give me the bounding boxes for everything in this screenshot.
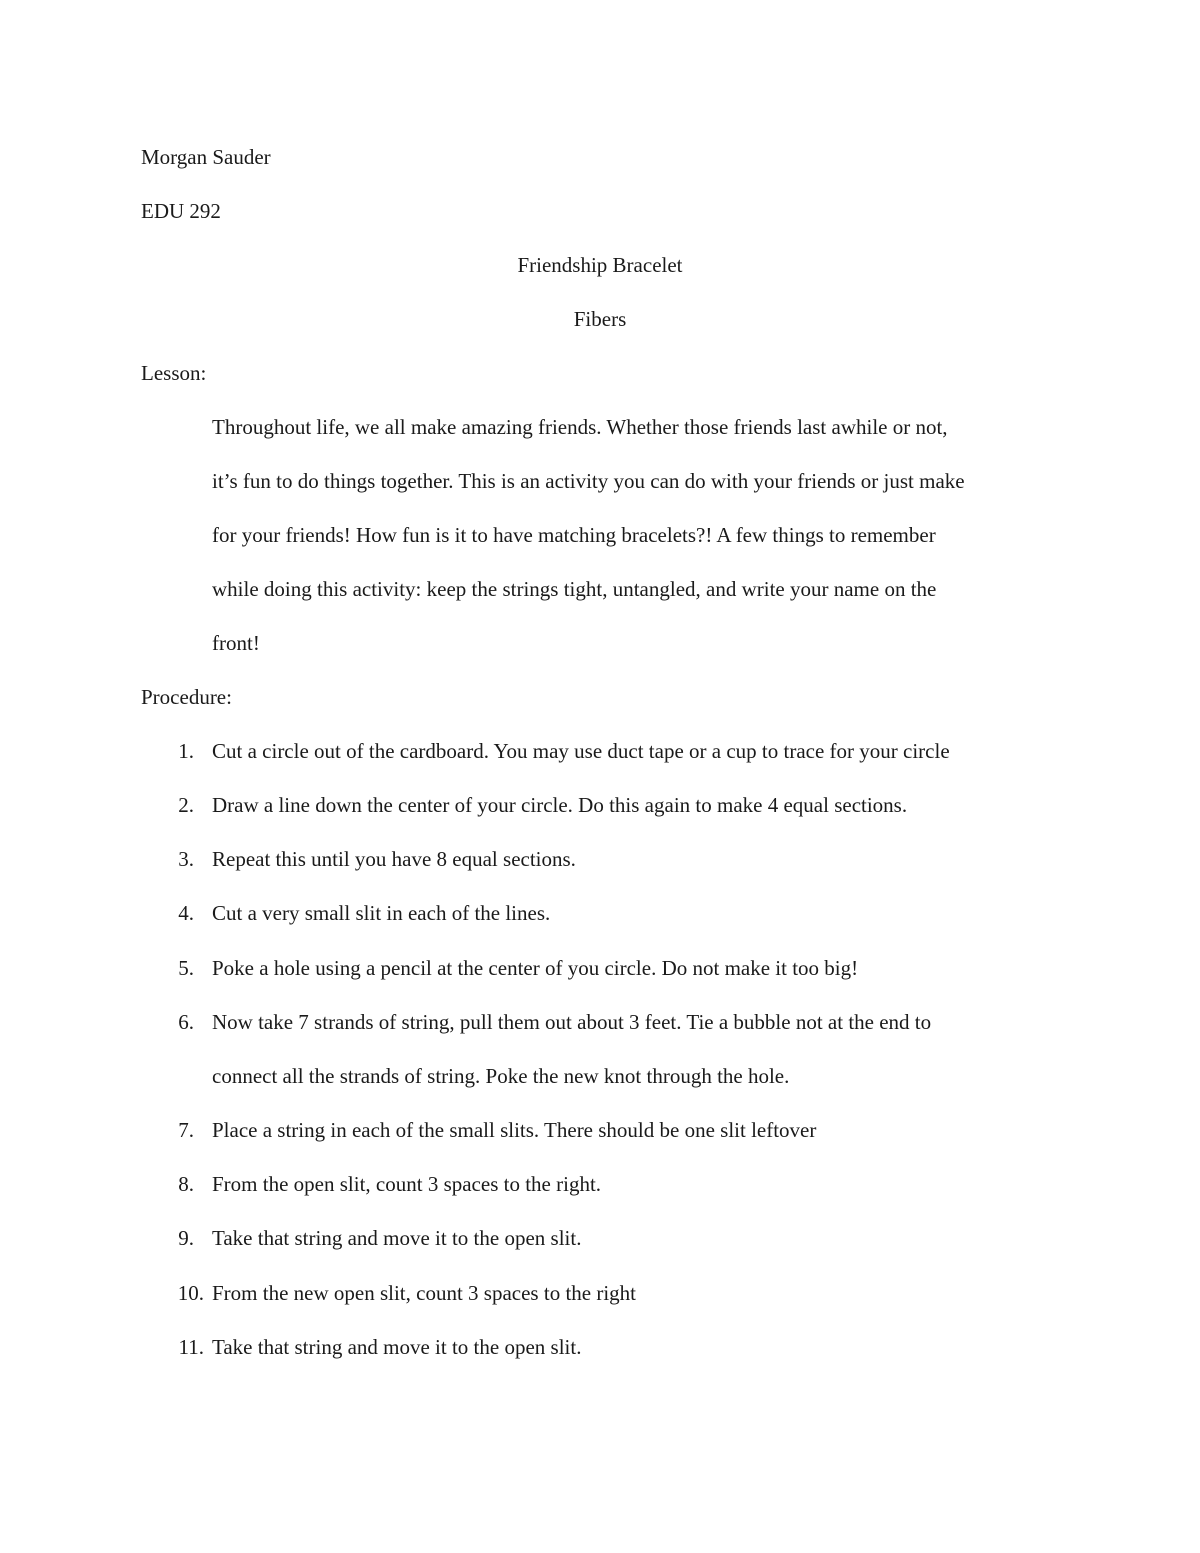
lesson-paragraph-line: front! — [212, 631, 260, 655]
step-number: 7. — [178, 1118, 194, 1142]
step-number: 10. — [177, 1281, 204, 1305]
step-text: From the new open slit, count 3 spaces to the right — [212, 1281, 637, 1305]
document-title: Friendship Bracelet — [517, 253, 683, 277]
author-name: Morgan Sauder — [141, 145, 271, 169]
step-text: Now take 7 strands of string, pull them out about 3 feet. Tie a bubble not at the end to — [212, 1010, 932, 1034]
lesson-paragraph-line: for your friends! How fun is it to have matching bracelets?! A few things to remember — [212, 523, 936, 547]
step-text-continuation: connect all the strands of string. Poke the new knot through the hole. — [212, 1064, 790, 1088]
step-text: Take that string and move it to the open slit. — [212, 1335, 582, 1359]
step-number: 1. — [178, 739, 194, 763]
lesson-paragraph-line: it’s fun to do things together. This is an activity you can do with your friends or just make — [212, 469, 965, 493]
step-number: 4. — [178, 901, 194, 925]
document-subtitle: Fibers — [573, 307, 627, 331]
step-text: Repeat this until you have 8 equal sections. — [212, 847, 576, 871]
step-text: Place a string in each of the small slits. There should be one slit leftover — [212, 1118, 817, 1142]
step-number: 9. — [178, 1226, 194, 1250]
lesson-paragraph-line: Throughout life, we all make amazing friends. Whether those friends last awhile or not, — [212, 415, 948, 439]
lesson-paragraph-line: while doing this activity: keep the strings tight, untangled, and write your name on the — [212, 577, 937, 601]
step-text: Cut a very small slit in each of the lines. — [212, 901, 551, 925]
step-number: 2. — [178, 793, 194, 817]
step-number: 8. — [178, 1172, 194, 1196]
step-number: 5. — [178, 956, 194, 980]
course-code: EDU 292 — [141, 199, 221, 223]
step-text: Cut a circle out of the cardboard. You may use duct tape or a cup to trace for your circle — [212, 739, 950, 763]
step-number: 6. — [178, 1010, 194, 1034]
step-text: Draw a line down the center of your circle. Do this again to make 4 equal sections. — [212, 793, 908, 817]
step-number: 3. — [178, 847, 194, 871]
step-number: 11. — [178, 1335, 204, 1359]
step-text: From the open slit, count 3 spaces to the right. — [212, 1172, 602, 1196]
step-text: Poke a hole using a pencil at the center of you circle. Do not make it too big! — [212, 956, 859, 980]
step-text: Take that string and move it to the open slit. — [212, 1226, 582, 1250]
lesson-heading: Lesson: — [141, 361, 207, 385]
procedure-heading: Procedure: — [141, 685, 232, 709]
